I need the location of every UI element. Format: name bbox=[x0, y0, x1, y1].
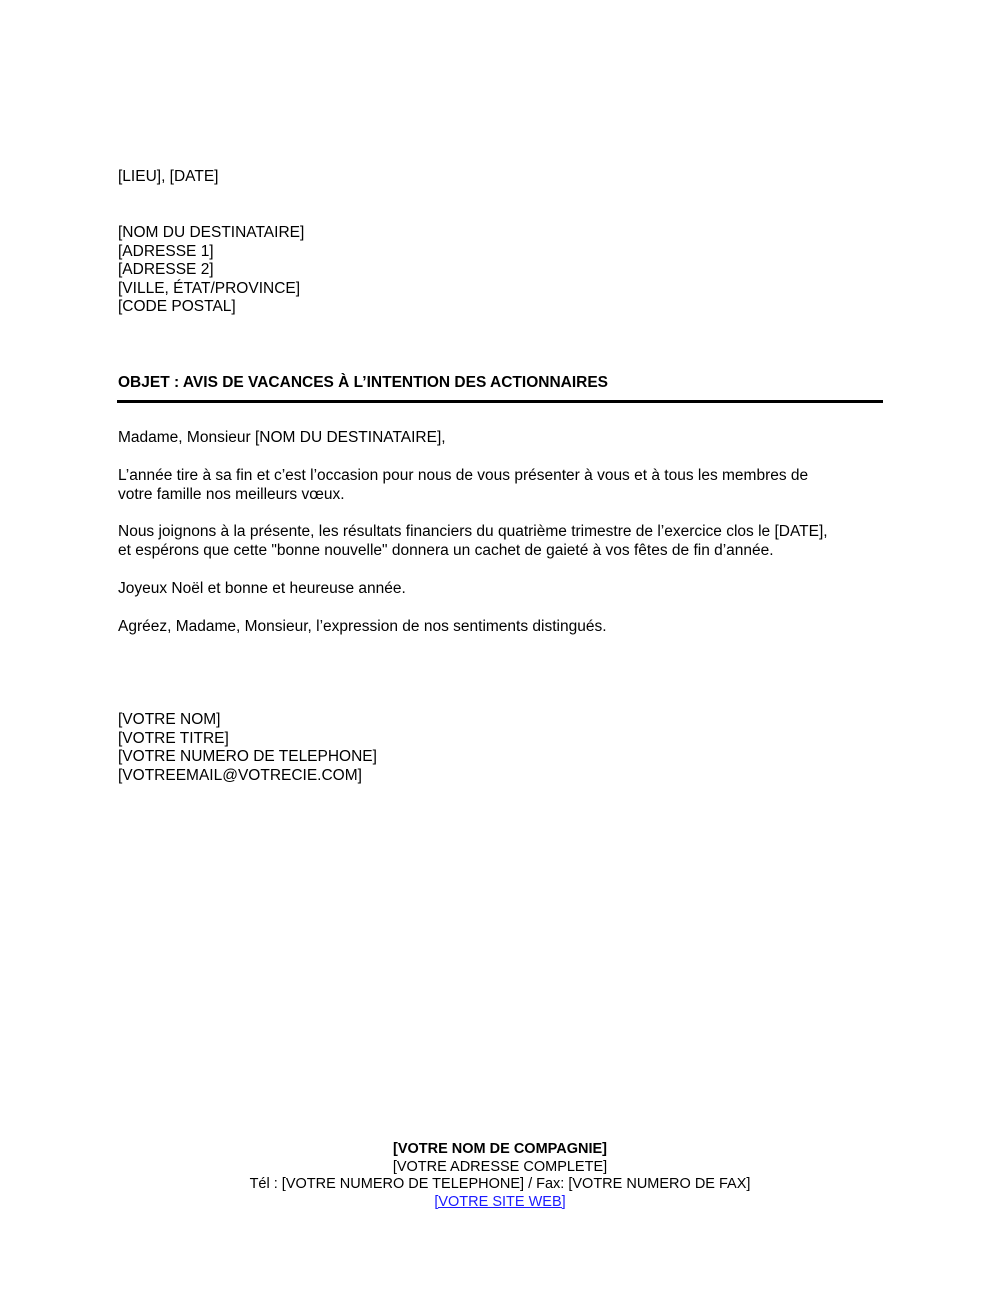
salutation bbox=[118, 429, 446, 448]
recipient-block bbox=[118, 224, 304, 317]
signature-block bbox=[118, 711, 377, 785]
signature-phone: [VOTRE NUMERO DE TELEPHONE] bbox=[118, 748, 377, 765]
signature-email: [VOTREEMAIL@VOTRECIE.COM] bbox=[118, 766, 362, 784]
place-date bbox=[118, 168, 219, 187]
recipient-postal-code: [CODE POSTAL] bbox=[118, 298, 236, 315]
footer-website-link[interactable]: [VOTRE SITE WEB] bbox=[434, 1193, 566, 1210]
paragraph-line: et espérons que cette "bonne nouvelle" donnera un cachet de gaieté à vos fêtes de fin d’année. bbox=[118, 541, 774, 559]
body-paragraph-2 bbox=[118, 523, 888, 560]
paragraph-line: L’année tire à sa fin et c’est l’occasion pour nous de vous présenter à vous et à tous les membres de bbox=[118, 467, 809, 484]
signature-name: [VOTRE NOM] bbox=[118, 711, 221, 728]
recipient-name: [NOM DU DESTINATAIRE] bbox=[118, 224, 305, 241]
footer-website-row bbox=[0, 1194, 1000, 1212]
body-paragraph-3 bbox=[118, 580, 888, 599]
salutation-text: Madame, Monsieur [NOM DU DESTINATAIRE], bbox=[118, 429, 446, 446]
paragraph-line: votre famille nos meilleurs vœux. bbox=[118, 485, 345, 503]
place-date-text: [LIEU], [DATE] bbox=[118, 168, 219, 185]
body-paragraph-1 bbox=[118, 467, 888, 504]
body-paragraph-4 bbox=[118, 618, 888, 637]
paragraph-line: Joyeux Noël et bonne et heureuse année. bbox=[118, 580, 406, 597]
footer-contact: Tél : [VOTRE NUMERO DE TELEPHONE] / Fax: [VOTRE NUMERO DE FAX] bbox=[249, 1176, 751, 1192]
recipient-address-1: [ADRESSE 1] bbox=[118, 242, 214, 260]
subject-divider bbox=[117, 400, 883, 403]
company-footer bbox=[0, 1141, 1000, 1211]
recipient-address-2: [ADRESSE 2] bbox=[118, 261, 214, 278]
signature-title: [VOTRE TITRE] bbox=[118, 729, 229, 747]
paragraph-line: Agréez, Madame, Monsieur, l’expression de nos sentiments distingués. bbox=[118, 618, 607, 635]
recipient-city-state: [VILLE, ÉTAT/PROVINCE] bbox=[118, 279, 301, 297]
subject-heading: OBJET : AVIS DE VACANCES À L’INTENTION DES ACTIONNAIRES bbox=[118, 374, 609, 391]
footer-company-name: [VOTRE NOM DE COMPAGNIE] bbox=[392, 1141, 607, 1157]
paragraph-line: Nous joignons à la présente, les résultats financiers du quatrième trimestre de l’exercice clos le [DATE], bbox=[118, 523, 828, 540]
footer-address: [VOTRE ADRESSE COMPLETE] bbox=[392, 1158, 608, 1175]
